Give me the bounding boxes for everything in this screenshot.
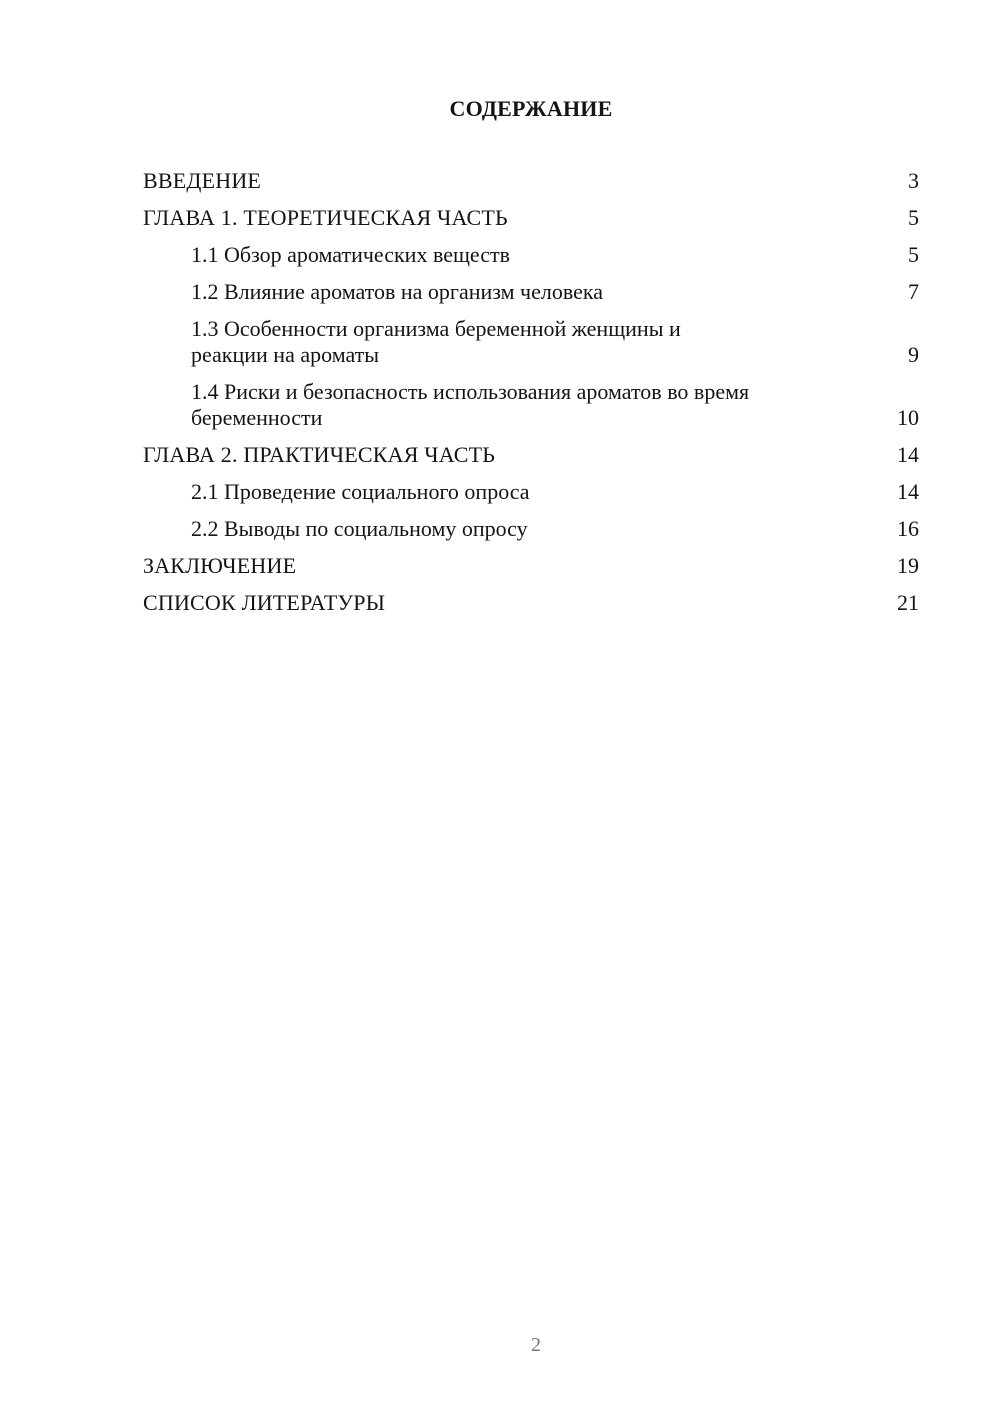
toc-entry-section-1-4 [143,379,919,431]
toc-entry-page: 10 [897,405,919,430]
toc-entry-page: 9 [908,342,919,367]
toc-entry-page: 21 [897,590,919,615]
toc-entry-page: 3 [908,168,919,193]
toc-entry-label: ЗАКЛЮЧЕНИЕ [143,553,297,578]
toc-entry-page: 14 [897,479,919,504]
toc-entry-section-2-1 [143,479,919,505]
toc-entry-label: ВВЕДЕНИЕ [143,168,262,193]
toc-entry-page: 16 [897,516,919,541]
toc-entry-chapter-1 [143,205,919,231]
toc-entry-page: 19 [897,553,919,578]
toc-entry-label: ГЛАВА 2. ПРАКТИЧЕСКАЯ ЧАСТЬ [143,442,496,467]
toc-entry-conclusion [143,553,919,579]
toc-entry-label: 1.4 Риски и безопасность использования ароматов во время беременности [191,379,750,430]
toc-entry-section-1-3 [143,316,919,368]
toc-entry-label: 1.1 Обзор ароматических веществ [191,242,510,267]
toc-entry-label: 2.2 Выводы по социальному опросу [191,516,528,541]
toc-entry-label: 1.3 Особенности организма беременной женщины и реакции на ароматы [191,316,681,367]
toc-entry-label: СПИСОК ЛИТЕРАТУРЫ [143,590,386,615]
toc-entry-page: 5 [908,242,919,267]
toc-entry-label: 2.1 Проведение социального опроса [191,479,530,504]
table-of-contents [143,168,919,627]
toc-entry-section-1-1 [143,242,919,268]
toc-entry-chapter-2 [143,442,919,468]
toc-entry-references [143,590,919,616]
toc-entry-page: 7 [908,279,919,304]
toc-entry-section-2-2 [143,516,919,542]
toc-title: СОДЕРЖАНИЕ [449,96,613,121]
toc-entry-introduction [143,168,919,194]
toc-entry-section-1-2 [143,279,919,305]
toc-entry-page: 5 [908,205,919,230]
toc-entry-page: 14 [897,442,919,467]
page-number: 2 [531,1334,541,1356]
toc-entry-label: ГЛАВА 1. ТЕОРЕТИЧЕСКАЯ ЧАСТЬ [143,205,508,230]
toc-entry-label: 1.2 Влияние ароматов на организм человека [191,279,604,304]
